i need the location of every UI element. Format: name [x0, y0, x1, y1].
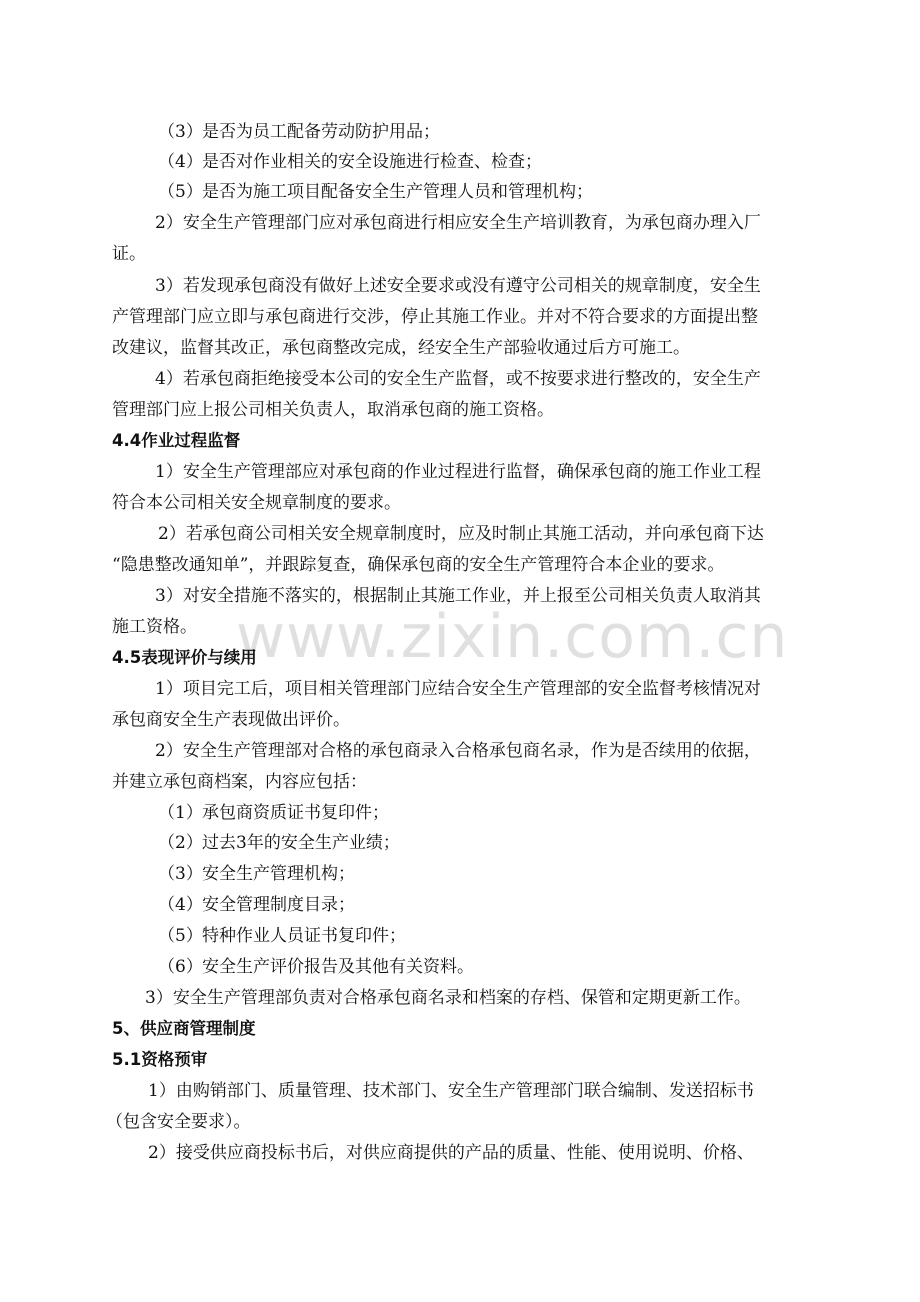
list-number: （3）: [158, 122, 203, 142]
paragraph-line: 改建议，监督其改正，承包商整改完成，经安全生产部验收通过后方可施工。: [112, 338, 690, 358]
list-number: （5）: [158, 926, 203, 946]
list-text: 安全生产管理机构；: [202, 864, 355, 884]
paragraph-line: 产管理部门应立即与承包商进行交涉，停止其施工作业。并对不符合要求的方面提出整: [112, 307, 758, 327]
list-number: （2）: [158, 833, 203, 853]
watermark: www.zixin.com.cn: [236, 602, 789, 672]
list-number: （4）: [158, 895, 203, 915]
section-heading: 4.4作业过程监督: [112, 431, 241, 450]
paragraph-line: 3）若发现承包商没有做好上述安全要求或没有遵守公司相关的规章制度，安全生: [155, 276, 761, 296]
list-text: 过去3年的安全生产业绩；: [202, 833, 400, 853]
section-heading: 4.5表现评价与续用: [112, 648, 257, 667]
paragraph-line: 承包商安全生产表现做出评价。: [112, 710, 350, 730]
list-number: （1）: [158, 803, 203, 823]
paragraph-line: “隐患整改通知单”，并跟踪复查，确保承包商的安全生产管理符合本企业的要求。: [112, 555, 725, 575]
list-item: [158, 181, 593, 203]
list-text: 是否对作业相关的安全设施进行检查、检查；: [202, 152, 542, 172]
paragraph-line: 2）若承包商公司相关安全规章制度时，应及时制止其施工活动，并向承包商下达: [158, 524, 764, 544]
paragraph-line: 符合本公司相关安全规章制度的要求。: [112, 493, 401, 513]
paragraph-line: 1）由购销部门、质量管理、技术部门、安全生产管理部门联合编制、发送招标书: [148, 1081, 754, 1101]
list-number: （4）: [158, 152, 203, 172]
list-item: [158, 121, 440, 143]
list-text: 是否为施工项目配备安全生产管理人员和管理机构；: [202, 182, 593, 202]
paragraph-line: 证。: [112, 244, 146, 264]
paragraph-line: 2）接受供应商投标书后，对供应商提供的产品的质量、性能、使用说明、价格、: [148, 1143, 754, 1163]
paragraph-line: 管理部门应上报公司相关负责人，取消承包商的施工资格。: [112, 400, 554, 420]
list-text: 安全生产评价报告及其他有关资料。: [202, 957, 474, 977]
list-item: [158, 956, 474, 978]
list-text: 安全管理制度目录；: [202, 895, 355, 915]
list-item: [158, 925, 406, 947]
paragraph-line: 2）安全生产管理部对合格的承包商录入合格承包商名录，作为是否续用的依据，: [155, 741, 761, 761]
paragraph-line: 1）安全生产管理部应对承包商的作业过程进行监督，确保承包商的施工作业工程: [155, 462, 761, 482]
list-number: （5）: [158, 182, 203, 202]
paragraph-line: （包含安全要求）。: [106, 1112, 251, 1132]
list-text: 特种作业人员证书复印件；: [202, 926, 406, 946]
list-item: [158, 832, 400, 854]
list-number: （6）: [158, 957, 203, 977]
paragraph-line: 2）安全生产管理部门应对承包商进行相应安全生产培训教育，为承包商办理入厂: [155, 213, 761, 233]
list-item: [158, 894, 355, 916]
list-item: [158, 151, 542, 173]
list-text: 承包商资质证书复印件；: [202, 803, 389, 823]
paragraph-line: 3）安全生产管理部负责对合格承包商名录和档案的存档、保管和定期更新工作。: [145, 988, 751, 1008]
list-item: [158, 863, 355, 885]
list-item: [158, 802, 389, 824]
paragraph-line: 4）若承包商拒绝接受本公司的安全生产监督，或不按要求进行整改的，安全生产: [155, 369, 761, 389]
paragraph-line: 3）对安全措施不落实的，根据制止其施工作业，并上报至公司相关负责人取消其: [155, 586, 761, 606]
list-number: （3）: [158, 864, 203, 884]
chapter-heading: 5、供应商管理制度: [112, 1019, 256, 1038]
paragraph-line: 施工资格。: [112, 617, 197, 637]
paragraph-line: 并建立承包商档案，内容应包括：: [112, 772, 367, 792]
paragraph-line: 1）项目完工后，项目相关管理部门应结合安全生产管理部的安全监督考核情况对: [155, 679, 761, 699]
list-text: 是否为员工配备劳动防护用品；: [202, 122, 440, 142]
section-heading: 5.1资格预审: [112, 1050, 208, 1069]
